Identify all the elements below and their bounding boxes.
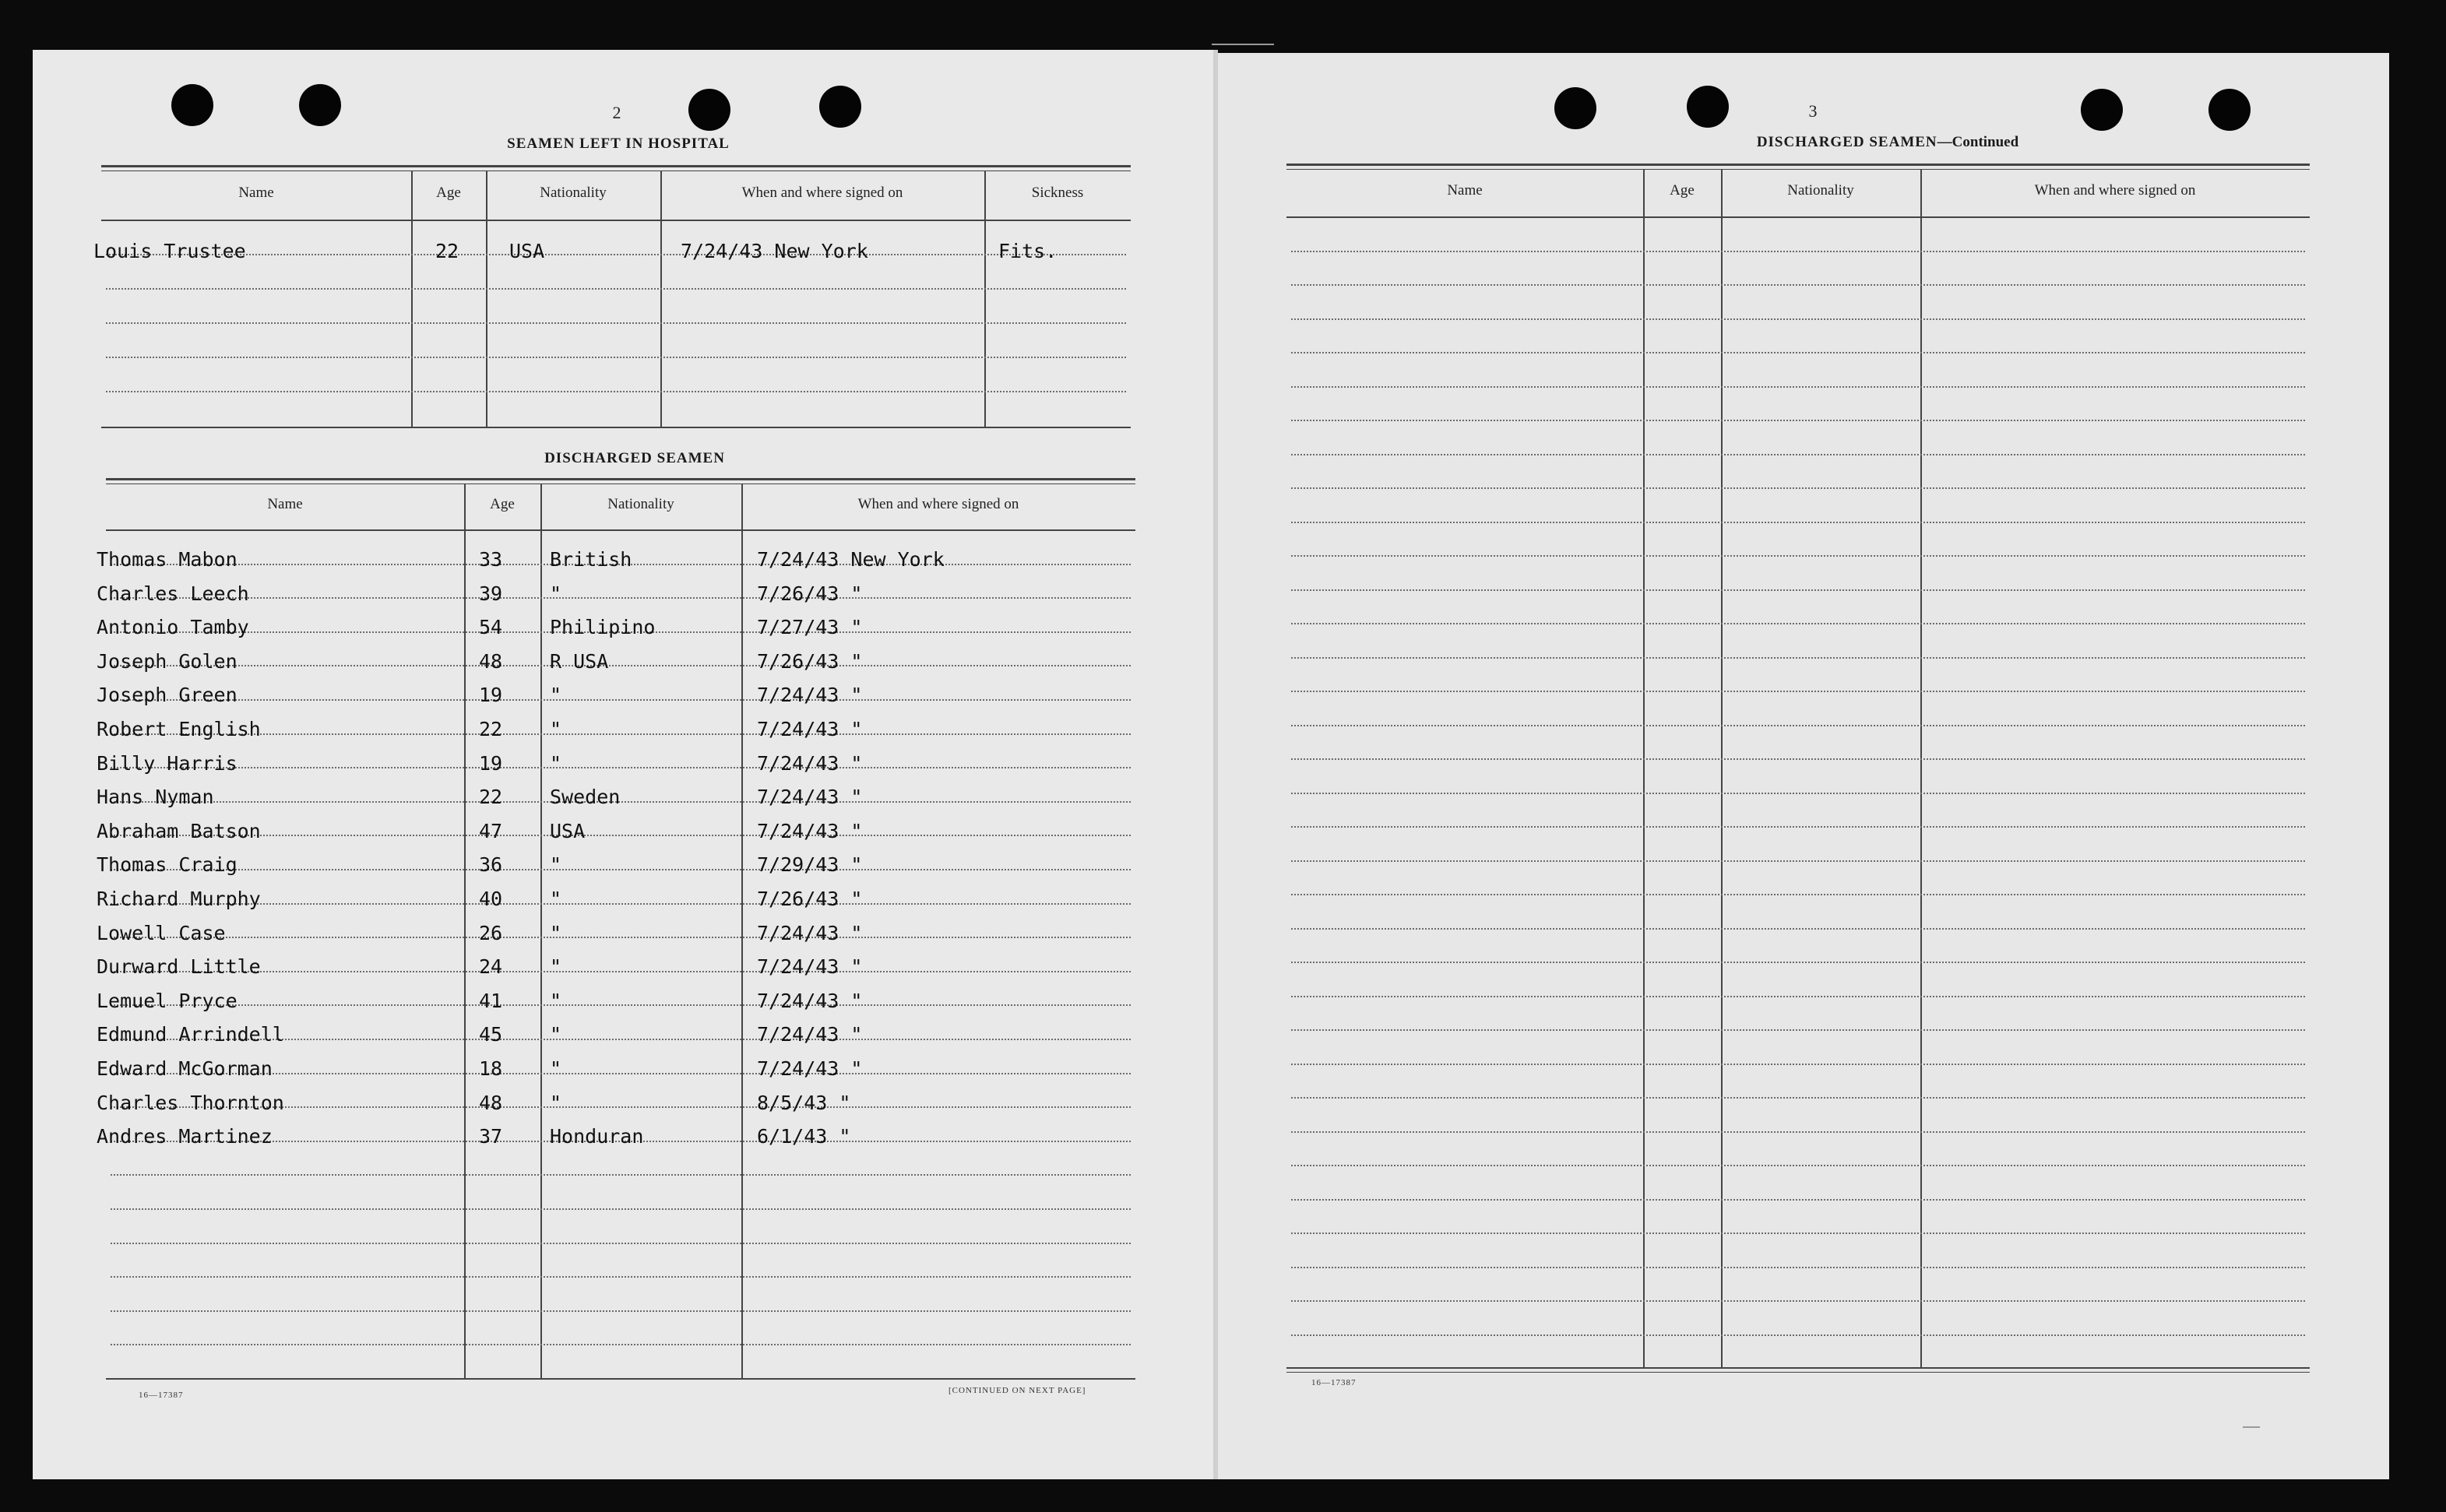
column-divider xyxy=(1643,170,1645,1367)
signed-on: 7/26/43 " xyxy=(757,582,863,605)
binder-hole xyxy=(2208,89,2251,131)
seaman-name: Charles Thornton xyxy=(97,1092,284,1114)
seaman-nationality: Honduran xyxy=(550,1125,644,1148)
seaman-age: 48 xyxy=(478,1092,503,1114)
row-line xyxy=(111,1208,1131,1210)
column-header-name: Name xyxy=(267,496,303,512)
signed-on: 7/24/43 " xyxy=(757,955,863,978)
signed-on: 7/24/43 New York xyxy=(681,240,868,262)
row-line xyxy=(111,869,1131,870)
seaman-age: 39 xyxy=(478,582,503,605)
seaman-nationality: " xyxy=(550,752,562,775)
row-line xyxy=(1291,420,2305,421)
seaman-name: Joseph Green xyxy=(97,684,238,706)
seaman-nationality: R USA xyxy=(550,650,609,673)
row-line xyxy=(1291,522,2305,523)
column-header-age: Age xyxy=(1670,182,1695,199)
seaman-age: 22 xyxy=(478,718,503,740)
seaman-age: 48 xyxy=(478,650,503,673)
row-line xyxy=(1291,1334,2305,1336)
signed-on: 7/24/43 " xyxy=(757,1023,863,1046)
binder-hole xyxy=(299,84,341,126)
seaman-age: 19 xyxy=(478,752,503,775)
seaman-age: 19 xyxy=(478,684,503,706)
seaman-nationality: " xyxy=(550,888,562,910)
seaman-age: 45 xyxy=(478,1023,503,1046)
row-line xyxy=(1291,657,2305,659)
row-line xyxy=(1291,1165,2305,1166)
seaman-nationality: " xyxy=(550,582,562,605)
column-divider xyxy=(411,171,413,427)
row-line xyxy=(1291,1267,2305,1268)
column-header-when: When and where signed on xyxy=(857,496,1019,512)
row-line xyxy=(111,665,1131,666)
row-line xyxy=(1291,1097,2305,1099)
seaman-name: Thomas Craig xyxy=(97,853,238,876)
binder-hole xyxy=(688,89,730,131)
sickness: Fits. xyxy=(998,240,1058,262)
seaman-nationality: " xyxy=(550,853,562,876)
column-header-nationality: Nationality xyxy=(607,496,674,512)
seaman-age: 22 xyxy=(435,240,459,262)
row-line xyxy=(1291,962,2305,963)
row-line xyxy=(1291,454,2305,455)
row-line xyxy=(1291,826,2305,828)
column-divider xyxy=(1920,170,1922,1367)
signed-on: 7/24/43 " xyxy=(757,718,863,740)
signed-on: 7/24/43 " xyxy=(757,786,863,808)
seaman-name: Durward Little xyxy=(97,955,261,978)
row-line xyxy=(111,699,1131,701)
column-header-sickness: Sickness xyxy=(1031,185,1084,201)
row-line xyxy=(1291,1029,2305,1031)
signed-on: 7/26/43 " xyxy=(757,888,863,910)
scan-mark xyxy=(2243,1426,2260,1428)
row-line xyxy=(111,767,1131,768)
row-line xyxy=(111,835,1131,836)
column-header-when: When and where signed on xyxy=(741,185,903,201)
header-bottom-rule xyxy=(106,529,1135,531)
row-line xyxy=(111,801,1131,803)
row-line xyxy=(1291,487,2305,489)
seaman-nationality: Philipino xyxy=(550,616,656,638)
column-header-name: Name xyxy=(238,185,274,201)
signed-on: 7/26/43 " xyxy=(757,650,863,673)
row-line xyxy=(1291,1300,2305,1302)
row-line xyxy=(111,733,1131,735)
signed-on: 7/24/43 " xyxy=(757,990,863,1012)
signed-on: 7/24/43 New York xyxy=(757,548,945,571)
seaman-age: 36 xyxy=(478,853,503,876)
table-bottom-rule xyxy=(101,427,1131,428)
continued-note: [CONTINUED ON NEXT PAGE] xyxy=(948,1386,1086,1395)
binder-hole xyxy=(1687,86,1729,128)
form-number: 16—17387 xyxy=(1311,1378,1357,1387)
row-line xyxy=(1291,623,2305,624)
scan-mark xyxy=(1212,44,1274,45)
row-line xyxy=(1291,386,2305,388)
table-top-rule xyxy=(1286,169,2310,170)
seaman-nationality: " xyxy=(550,684,562,706)
seaman-nationality: USA xyxy=(509,240,545,262)
row-line xyxy=(1291,691,2305,692)
hospital-section-title: SEAMEN LEFT IN HOSPITAL xyxy=(507,135,730,152)
table-top-rule xyxy=(106,478,1135,480)
seaman-age: 18 xyxy=(478,1057,503,1080)
row-line xyxy=(1291,318,2305,320)
seaman-nationality: " xyxy=(550,990,562,1012)
seaman-nationality: British xyxy=(550,548,632,571)
seaman-name: Charles Leech xyxy=(97,582,249,605)
table-top-rule xyxy=(1286,164,2310,166)
column-divider xyxy=(984,171,986,427)
row-line xyxy=(106,322,1126,324)
signed-on: 7/24/43 " xyxy=(757,1057,863,1080)
seaman-name: Louis Trustee xyxy=(93,240,246,262)
table-bottom-rule xyxy=(106,1378,1135,1380)
seaman-name: Thomas Mabon xyxy=(97,548,238,571)
binder-hole xyxy=(1554,87,1596,129)
continued-title-suffix: —Continued xyxy=(1937,134,2019,150)
seaman-name: Richard Murphy xyxy=(97,888,261,910)
right-page xyxy=(1216,53,2389,1479)
column-header-age: Age xyxy=(490,496,515,512)
seaman-age: 54 xyxy=(478,616,503,638)
seaman-name: Hans Nyman xyxy=(97,786,214,808)
seaman-nationality: " xyxy=(550,1057,562,1080)
seaman-nationality: Sweden xyxy=(550,786,621,808)
seaman-name: Antonio Tamby xyxy=(97,616,249,638)
seaman-age: 37 xyxy=(478,1125,503,1148)
binder-hole xyxy=(2081,89,2123,131)
row-line xyxy=(106,254,1126,255)
signed-on: 7/24/43 " xyxy=(757,922,863,944)
row-line xyxy=(1291,860,2305,862)
binder-hole xyxy=(819,86,861,128)
seaman-name: Billy Harris xyxy=(97,752,238,775)
row-line xyxy=(111,937,1131,938)
row-line xyxy=(1291,1199,2305,1201)
seaman-name: Edmund Arrindell xyxy=(97,1023,284,1046)
row-line xyxy=(106,391,1126,392)
discharged-section-title: DISCHARGED SEAMEN xyxy=(544,450,725,466)
row-line xyxy=(111,971,1131,972)
signed-on: 7/29/43 " xyxy=(757,853,863,876)
row-line xyxy=(111,1004,1131,1006)
row-line xyxy=(1291,1232,2305,1234)
header-bottom-rule xyxy=(101,220,1131,221)
seaman-name: Edward McGorman xyxy=(97,1057,273,1080)
seaman-nationality: USA xyxy=(550,820,586,842)
signed-on: 7/27/43 " xyxy=(757,616,863,638)
row-line xyxy=(1291,894,2305,895)
row-line xyxy=(1291,1064,2305,1065)
form-number: 16—17387 xyxy=(139,1391,184,1400)
signed-on: 7/24/43 " xyxy=(757,820,863,842)
column-header-when: When and where signed on xyxy=(2034,182,2196,199)
seaman-name: Abraham Batson xyxy=(97,820,261,842)
row-line xyxy=(1291,725,2305,726)
signed-on: 6/1/43 " xyxy=(757,1125,851,1148)
binder-hole xyxy=(171,84,213,126)
seaman-age: 26 xyxy=(478,922,503,944)
seaman-name: Lemuel Pryce xyxy=(97,990,238,1012)
column-header-nationality: Nationality xyxy=(540,185,607,201)
seaman-nationality: " xyxy=(550,718,562,740)
row-line xyxy=(1291,555,2305,557)
row-line xyxy=(1291,251,2305,252)
row-line xyxy=(111,1344,1131,1345)
seaman-age: 22 xyxy=(478,786,503,808)
seaman-age: 41 xyxy=(478,990,503,1012)
page-gutter xyxy=(1213,50,1218,1479)
column-header-age: Age xyxy=(436,185,461,201)
row-line xyxy=(1291,758,2305,760)
row-line xyxy=(1291,928,2305,930)
column-divider xyxy=(1721,170,1723,1367)
row-line xyxy=(1291,352,2305,353)
table-top-rule xyxy=(101,165,1131,167)
row-line xyxy=(1291,793,2305,794)
row-line xyxy=(111,1276,1131,1278)
table-top-rule xyxy=(106,483,1135,484)
signed-on: 7/24/43 " xyxy=(757,752,863,775)
column-divider xyxy=(660,171,662,427)
seaman-age: 47 xyxy=(478,820,503,842)
seaman-name: Andres Martinez xyxy=(97,1125,273,1148)
column-header-name: Name xyxy=(1447,182,1483,199)
column-divider xyxy=(486,171,487,427)
row-line xyxy=(1291,284,2305,286)
seaman-nationality: " xyxy=(550,955,562,978)
continued-title-main: DISCHARGED SEAMEN xyxy=(1756,134,1937,150)
seaman-age: 40 xyxy=(478,888,503,910)
table-bottom-rule xyxy=(1286,1367,2310,1369)
signed-on: 7/24/43 " xyxy=(757,684,863,706)
seaman-nationality: " xyxy=(550,922,562,944)
row-line xyxy=(111,1174,1131,1176)
seaman-nationality: " xyxy=(550,1023,562,1046)
continued-section-title xyxy=(1757,134,2018,151)
row-line xyxy=(106,357,1126,358)
row-line xyxy=(1291,589,2305,591)
table-bottom-rule xyxy=(1286,1372,2310,1373)
seaman-nationality: " xyxy=(550,1092,562,1114)
row-line xyxy=(1291,996,2305,997)
page-number: 2 xyxy=(612,103,621,122)
seaman-name: Lowell Case xyxy=(97,922,226,944)
row-line xyxy=(111,1243,1131,1244)
row-line xyxy=(111,1310,1131,1312)
row-line xyxy=(111,903,1131,905)
seaman-name: Joseph Golen xyxy=(97,650,238,673)
row-line xyxy=(1291,1131,2305,1133)
seaman-name: Robert English xyxy=(97,718,261,740)
column-header-nationality: Nationality xyxy=(1787,182,1854,199)
header-bottom-rule xyxy=(1286,216,2310,218)
signed-on: 8/5/43 " xyxy=(757,1092,851,1114)
row-line xyxy=(111,597,1131,599)
page-number: 3 xyxy=(1808,101,1818,121)
seaman-age: 24 xyxy=(478,955,503,978)
row-line xyxy=(106,288,1126,290)
seaman-age: 33 xyxy=(478,548,503,571)
